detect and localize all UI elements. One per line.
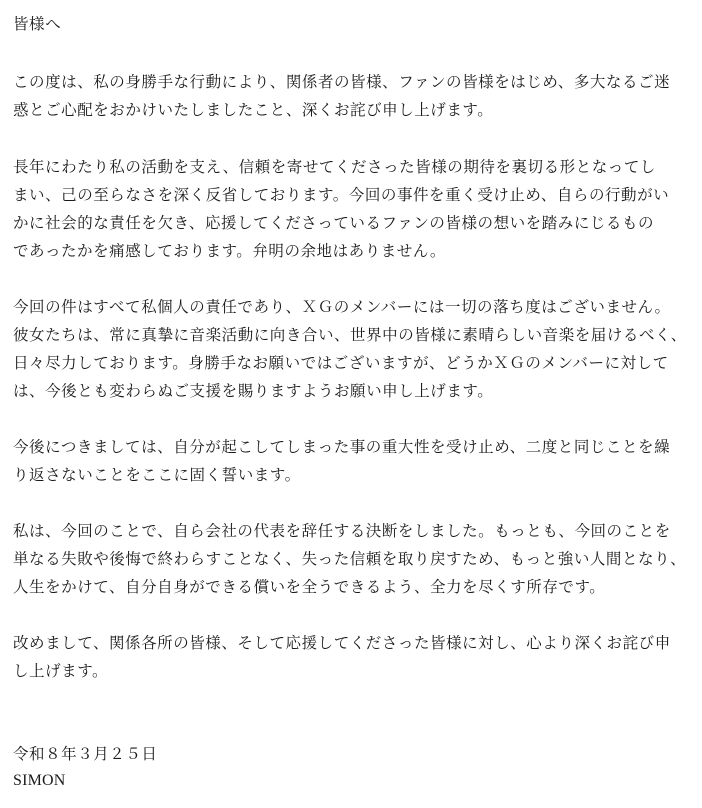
paragraph-line: 人生をかけて、自分自身ができる償いを全うできるよう、全力を尽くす所存です。 <box>13 578 606 596</box>
paragraph-line: 今回の件はすべて私個人の責任であり、ＸＧのメンバーには一切の落ち度はございません。 <box>13 298 671 316</box>
paragraph-line: かに社会的な責任を欠き、応援してくださっているファンの皆様の想いを踏みにじるもの <box>13 214 655 232</box>
paragraph-line: 私は、今回のことで、自ら会社の代表を辞任する決断をしました。もっとも、今回のことを <box>13 522 671 540</box>
paragraph-line: り返さないことをここに固く誓います。 <box>13 466 301 484</box>
signature: SIMON <box>13 772 66 789</box>
paragraph-line: 単なる失敗や後悔で終わらすことなく、失った信頼を取り戻すため、もっと強い人間となり、 <box>13 550 687 568</box>
paragraph-line: は、今後とも変わらぬご支援を賜りますようお願い申し上げます。 <box>13 382 494 400</box>
salutation: 皆様へ <box>13 15 62 33</box>
paragraph-line: 彼女たちは、常に真摯に音楽活動に向き合い、世界中の皆様に素晴らしい音楽を届けるべく、 <box>13 326 687 344</box>
paragraph-line: 惑とご心配をおかけいたしましたこと、深くお詫び申し上げます。 <box>13 101 494 119</box>
paragraph-line: し上げます。 <box>13 662 109 680</box>
paragraph-line: であったかを痛感しております。弁明の余地はありません。 <box>13 242 446 260</box>
paragraph-line: 日々尽力しております。身勝手なお願いではございますが、どうかＸＧのメンバーに対して <box>13 354 669 372</box>
paragraph-line: 長年にわたり私の活動を支え、信頼を寄せてくださった皆様の期待を裏切る形となってし <box>13 158 656 176</box>
paragraph-line: この度は、私の身勝手な行動により、関係者の皆様、ファンの皆様をはじめ、多大なるご迷 <box>13 73 671 91</box>
paragraph-line: 改めまして、関係各所の皆様、そして応援してくださった皆様に対し、心より深くお詫び申 <box>13 634 671 652</box>
letter-date: 令和８年３月２５日 <box>13 745 158 763</box>
paragraph-line: 今後につきましては、自分が起こしてしまった事の重大性を受け止め、二度と同じことを繰 <box>13 438 671 456</box>
paragraph-line: まい、己の至らなさを深く反省しております。今回の事件を重く受け止め、自らの行動がい <box>13 186 670 204</box>
